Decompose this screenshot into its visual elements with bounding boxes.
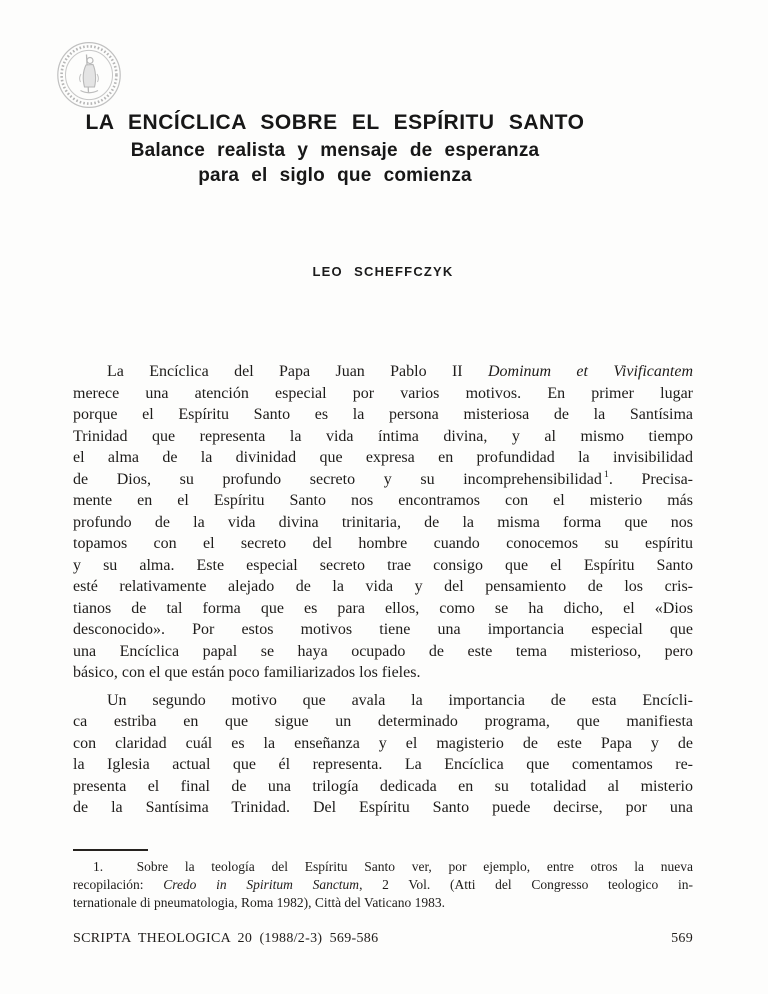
text-line: el alma de la divinidad que expresa en profundidad la invisibilidad [73,449,693,466]
text-line: esté relativamente alejado de la vida y del pensamiento de los cris- [73,578,693,595]
text-line: mente en el Espíritu Santo nos encontramos con el misterio más [73,492,693,509]
text-line: desconocido». Por estos motivos tiene una importancia especial que [73,621,693,638]
text-line: recopilación: Credo in Spiritum Sanctum, 2 Vol. (Atti del Congresso teologico in- [73,877,694,892]
journal-citation: SCRIPTA THEOLOGICA 20 (1988/2-3) 569-586 [73,931,379,946]
paragraph-1 [73,361,693,684]
page-number: 569 [671,931,693,946]
text-line: profundo de la vida divina trinitaria, de la misma forma que nos [73,513,693,531]
article-subtitle-line2: para el siglo que comienza [198,165,472,186]
text-line: la Iglesia actual que él representa. La Encíclica que comentamos re- [73,756,693,773]
author-name: LEO SCHEFFCZYK [312,264,454,279]
article-subtitle-line1: Balance realista y mensaje de esperanza [130,140,540,161]
text-line: Trinidad que representa la vida íntima divina, y al mismo tiempo [73,427,693,445]
text-line: merece una atención especial por varios motivos. En primer lugar [73,384,693,402]
text-line: una Encíclica papal se haya ocupado de este tema misterioso, pero [73,642,693,660]
text-line: y su alma. Este especial secreto trae consigo que el Espíritu Santo [73,556,693,574]
text-line: ternationale di pneumatologia, Roma 1982), Città del Vaticano 1983. [73,895,446,910]
article-title: LA ENCÍCLICA SOBRE EL ESPÍRITU SANTO [85,111,585,134]
footnote-separator-rule [73,849,148,851]
article-heading [73,110,597,188]
text-line: 1. Sobre la teología del Espíritu Santo ver, por ejemplo, entre otros la nueva [93,859,693,874]
article-body [73,361,693,819]
footnote-1 [73,858,693,912]
text-line: básico, con el que están poco familiarizados los fieles. [73,664,421,681]
text-line: con claridad cuál es la enseñanza y el magisterio de este Papa y de [73,734,693,752]
text-line: porque el Espíritu Santo es la persona misteriosa de la Santísima [73,406,693,423]
text-line: tianos de tal forma que es para ellos, como se ha dicho, el «Dios [73,599,693,617]
university-seal-icon [56,41,122,109]
page-footer [73,931,693,947]
text-line: ca estriba en que sigue un determinado programa, que manifiesta [73,713,693,730]
text-line: presenta el final de una trilogía dedicada en su totalidad al misterio [73,777,693,795]
text-line: de Dios, su profundo secreto y su incomprehensibilidad $^1$. Precisa- [73,469,694,488]
paragraph-2 [73,690,693,819]
text-line: La Encíclica del Papa Juan Pablo II Dominum et Vivificantem [107,363,694,380]
text-line: Un segundo motivo que avala la importancia de esta Encícli- [107,691,693,709]
text-line: de la Santísima Trinidad. Del Espíritu Santo puede decirse, por una [73,799,693,816]
text-line: topamos con el secreto del hombre cuando conocemos su espíritu [73,535,693,552]
